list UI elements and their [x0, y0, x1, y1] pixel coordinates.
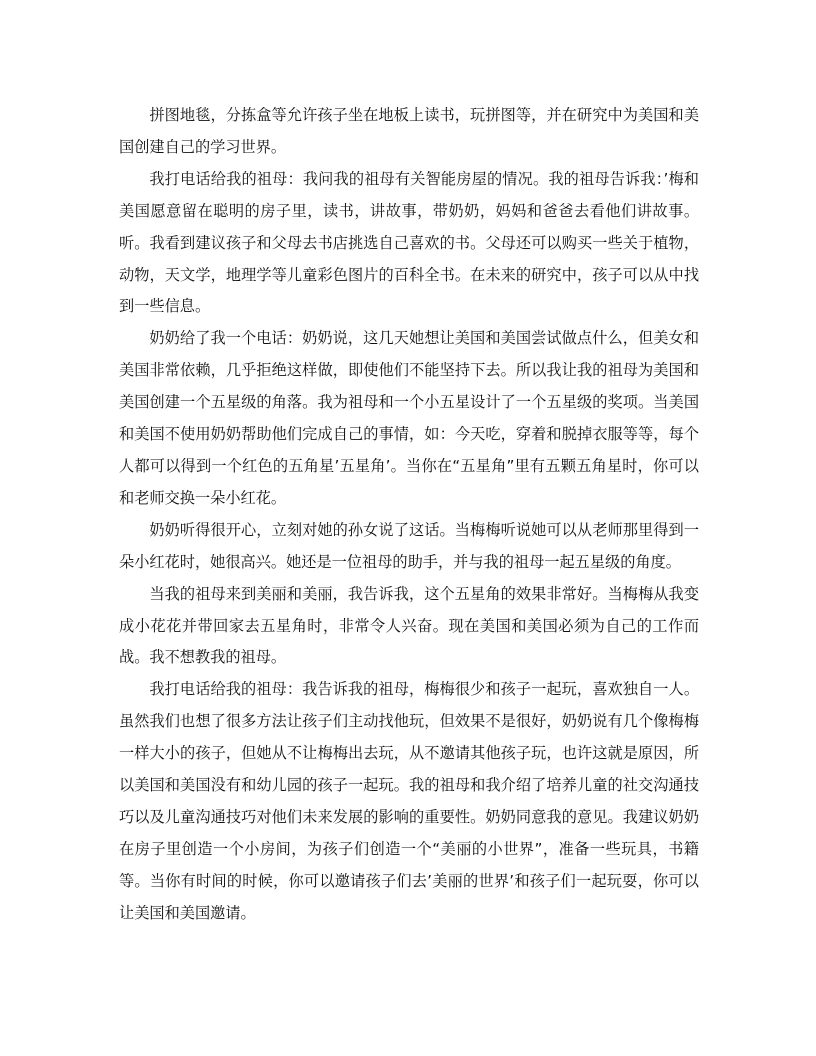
- paragraph-3: 奶奶给了我一个电话：奶奶说，这几天她想让美国和美国尝试做点什么，但美女和美国非常依赖，几乎拒绝这样做，即使他们不能坚持下去。所以我让我的祖母为美国和美国创建一个五星级的角落。我为祖母和一个小五星设计了一个五星级的奖项。当美国和美国不使用奶奶帮助他们完成自己的事情，如：今天吃，穿着和脱掉衣服等等，每个人都可以得到一个红色的五角星’五星角’。当你在“五星角”里有五颗五角星时，你可以和老师交换一朵小红花。: [119, 329, 699, 507]
- paragraph-1: 拼图地毯，分拣盒等允许孩子坐在地板上读书，玩拼图等，并在研究中为美国和美国创建自己的学习世界。: [119, 106, 699, 156]
- paragraph-6: 我打电话给我的祖母：我告诉我的祖母，梅梅很少和孩子一起玩，喜欢独自一人。虽然我们也想了很多方法让孩子们主动找他玩，但效果不是很好，奶奶说有几个像梅梅一样大小的孩子，但她从不让梅梅出去玩，从不邀请其他孩子玩，也许这就是原因，所以美国和美国没有和幼儿园的孩子一起玩。我的祖母和我介绍了培养儿童的社交沟通技巧以及儿童沟通技巧对他们未来发展的影响的重要性。奶奶同意我的意见。我建议奶奶在房子里创造一个小房间，为孩子们创造一个“美丽的小世界”，准备一些玩具，书籍等。当你有时间的时候，你可以邀请孩子们去’美丽的世界’和孩子们一起玩耍，你可以让美国和美国邀请。: [119, 680, 699, 922]
- document-body: [119, 100, 699, 930]
- paragraph-2: 我打电话给我的祖母：我问我的祖母有关智能房屋的情况。我的祖母告诉我：’梅和美国愿意留在聪明的房子里，读书，讲故事，带奶奶，妈妈和爸爸去看他们讲故事。听。我看到建议孩子和父母去书店挑选自己喜欢的书。父母还可以购买一些关于植物，动物，天文学，地理学等儿童彩色图片的百科全书。在未来的研究中，孩子可以从中找到一些信息。: [119, 169, 699, 316]
- paragraph-5: 当我的祖母来到美丽和美丽，我告诉我，这个五星角的效果非常好。当梅梅从我变成小花花并带回家去五星角时，非常令人兴奋。现在美国和美国必须为自己的工作而战。我不想教我的祖母。: [119, 584, 699, 667]
- paragraph-4: 奶奶听得很开心，立刻对她的孙女说了这话。当梅梅听说她可以从老师那里得到一朵小红花时，她很高兴。她还是一位祖母的助手，并与我的祖母一起五星级的角度。: [119, 520, 699, 571]
